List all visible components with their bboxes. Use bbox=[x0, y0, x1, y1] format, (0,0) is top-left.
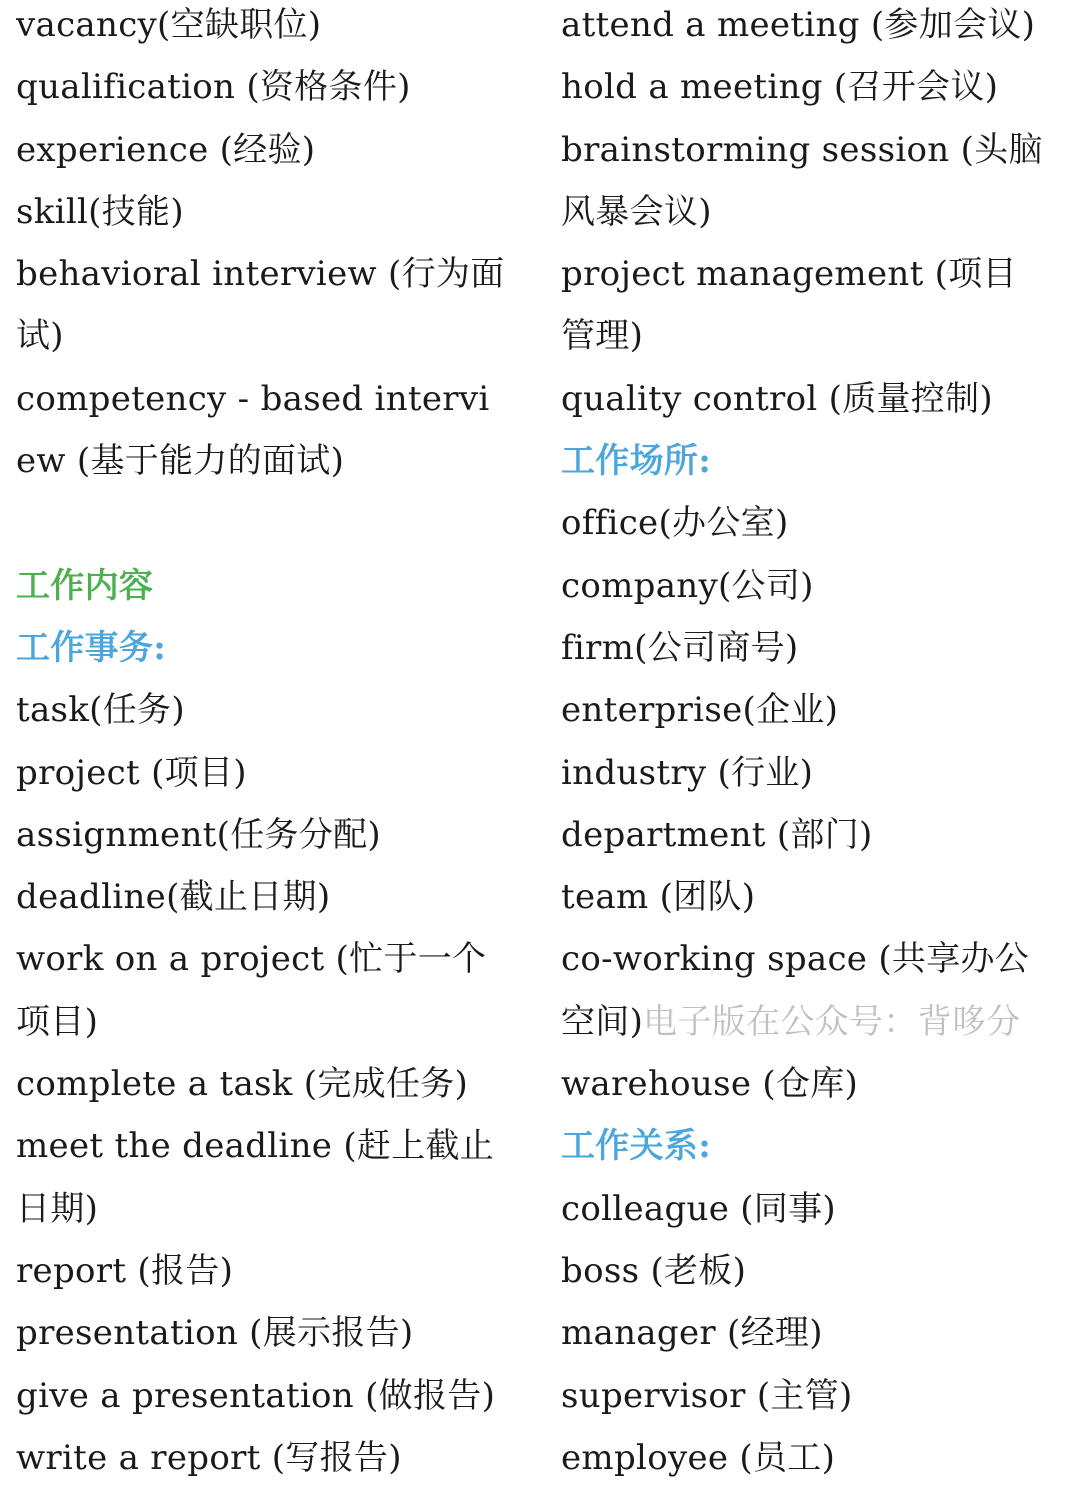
vocab-line: attend a meeting (参加会议) bbox=[561, 5, 1036, 45]
vocab-line: employee (员工) bbox=[561, 1437, 836, 1478]
vocab-line: experience (经验) bbox=[16, 129, 316, 170]
vocab-line: 试) bbox=[16, 316, 64, 357]
vocab-line: firm(公司商号) bbox=[561, 627, 799, 668]
vocab-line: 日期) bbox=[16, 1188, 99, 1229]
vocab-line: project management (项目 bbox=[561, 254, 1017, 295]
vocab-line: supervisor (主管) bbox=[561, 1375, 853, 1416]
vocab-line: work on a project (忙于一个 bbox=[16, 939, 487, 980]
vocab-line: give a presentation (做报告) bbox=[16, 1375, 496, 1416]
vocab-line: team (团队) bbox=[561, 877, 756, 918]
vocab-line: industry (行业) bbox=[561, 752, 814, 793]
vocab-line: company(公司) bbox=[561, 565, 814, 606]
section-heading-work-tasks: 工作事务: bbox=[16, 627, 167, 668]
vocab-line-with-watermark bbox=[561, 997, 1065, 1059]
vocab-line: presentation (展示报告) bbox=[16, 1313, 414, 1354]
vocab-line: write a report (写报告) bbox=[16, 1437, 402, 1478]
vocab-line: qualification (资格条件) bbox=[16, 67, 411, 108]
vocab-line: 风暴会议) bbox=[561, 191, 712, 232]
vocab-line: enterprise(企业) bbox=[561, 690, 839, 731]
right-column bbox=[561, 0, 1065, 1495]
vocab-line: manager (经理) bbox=[561, 1313, 823, 1354]
section-heading-work-content: 工作内容 bbox=[16, 565, 154, 606]
vocab-line: co-working space (共享办公 bbox=[561, 939, 1030, 980]
left-column bbox=[16, 0, 522, 1495]
vocab-line: ew (基于能力的面试) bbox=[16, 441, 345, 482]
watermark-text: 电子版在公众号：背哆分 bbox=[643, 1001, 1021, 1042]
vocab-line: competency - based intervi bbox=[16, 378, 490, 419]
vocab-line: warehouse (仓库) bbox=[561, 1064, 859, 1105]
section-heading-work-relations: 工作关系: bbox=[561, 1126, 712, 1167]
vocab-line: 项目) bbox=[16, 1001, 99, 1042]
vocab-text: 空间) bbox=[561, 1001, 644, 1042]
vocab-line: hold a meeting (召开会议) bbox=[561, 67, 999, 108]
vocab-line: brainstorming session (头脑 bbox=[561, 129, 1043, 170]
vocab-line: assignment(任务分配) bbox=[16, 814, 381, 855]
vocab-line: department (部门) bbox=[561, 814, 873, 855]
vocab-line: deadline(截止日期) bbox=[16, 877, 331, 918]
vocab-line: report (报告) bbox=[16, 1250, 234, 1291]
vocab-line: task(任务) bbox=[16, 690, 185, 731]
vocab-line: colleague (同事) bbox=[561, 1188, 836, 1229]
vocab-line: behavioral interview (行为面 bbox=[16, 254, 505, 295]
vocab-line: quality control (质量控制) bbox=[561, 378, 993, 419]
vocab-line: vacancy(空缺职位) bbox=[16, 5, 322, 45]
vocab-line: 管理) bbox=[561, 316, 644, 357]
vocab-line: office(办公室) bbox=[561, 503, 789, 544]
vocab-line: project (项目) bbox=[16, 752, 247, 793]
blank-line bbox=[16, 498, 522, 560]
vocab-line: skill(技能) bbox=[16, 191, 184, 232]
vocab-line: meet the deadline (赶上截止 bbox=[16, 1126, 495, 1167]
section-heading-workplace: 工作场所: bbox=[561, 441, 712, 482]
vocab-line: boss (老板) bbox=[561, 1250, 747, 1291]
vocab-line: complete a task (完成任务) bbox=[16, 1064, 469, 1105]
